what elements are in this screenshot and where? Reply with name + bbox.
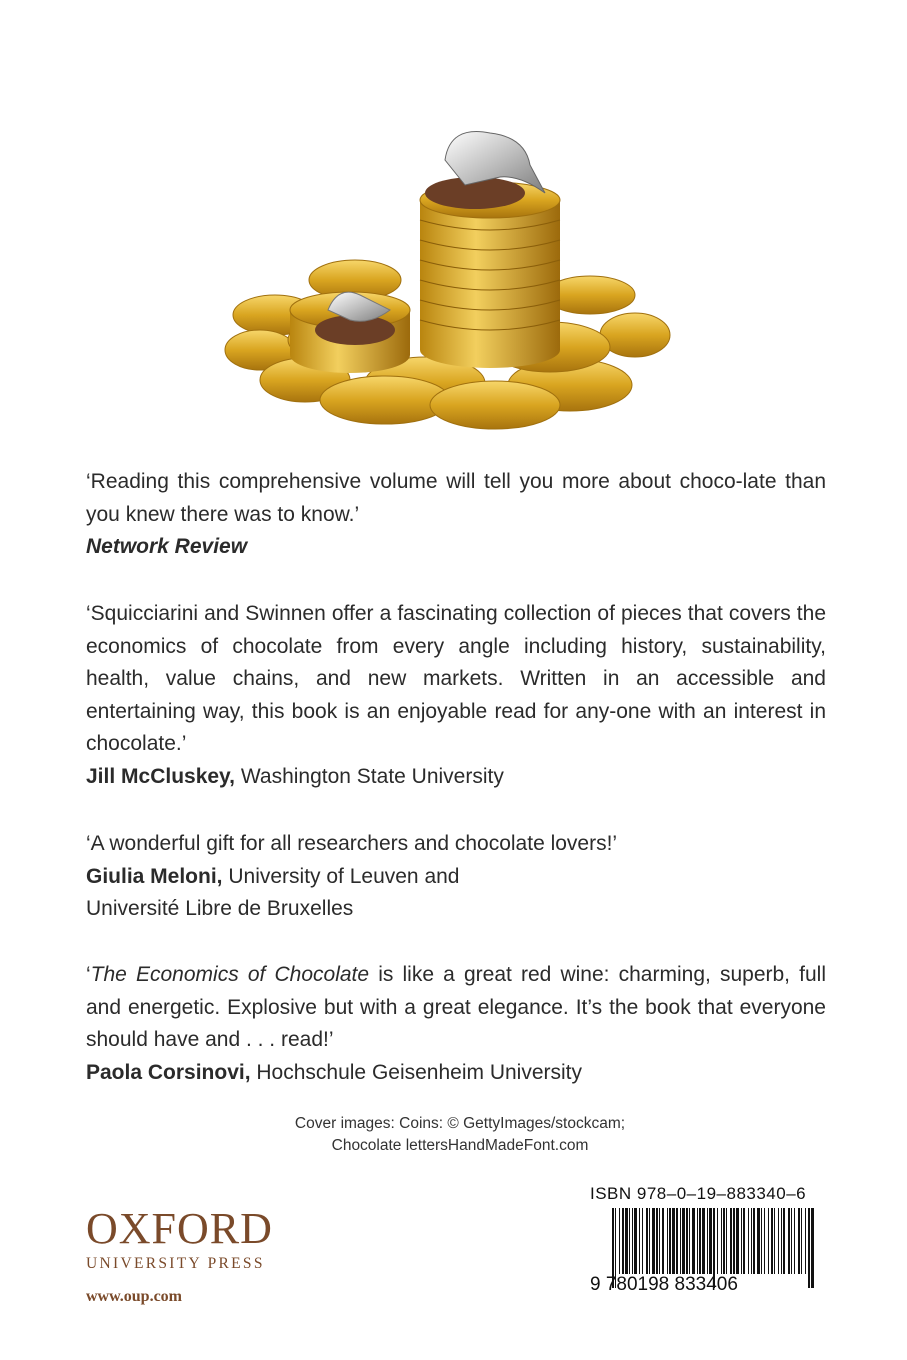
book-title: The Economics of Chocolate: [90, 963, 370, 986]
publisher-logo: [86, 1204, 273, 1273]
quote-body: is like a great red wine: charming, superb, full and energetic. Explosive but with a great elegance. It’s the book that everyone should have and . . . read!’: [86, 963, 827, 1051]
quote-attribution: [86, 531, 826, 564]
barcode-digits: 9 780198 833406: [590, 1274, 738, 1295]
quote-meloni: [86, 828, 826, 926]
quote-text: [86, 959, 826, 1057]
quote-attribution: [86, 761, 826, 794]
quote-corsinovi: [86, 959, 826, 1089]
quote-attribution: [86, 1057, 826, 1090]
publisher-sub: UNIVERSITY PRESS: [86, 1255, 265, 1272]
quote-author: Jill McCluskey,: [86, 764, 236, 788]
quote-author: Giulia Meloni,: [86, 864, 223, 888]
quote-text: ‘A wonderful gift for all researchers and chocolate lovers!’: [86, 832, 618, 855]
quote-mccluskey: [86, 598, 826, 793]
publisher-name: OXFORD: [86, 1204, 273, 1253]
quote-source: Network Review: [86, 535, 248, 558]
quote-attribution: [86, 861, 826, 894]
isbn-label: ISBN 978–0–19–883340–6: [590, 1184, 807, 1203]
quote-author: Paola Corsinovi,: [86, 1060, 251, 1084]
cover-credits: [200, 1113, 720, 1157]
quote-open-mark: ‘: [86, 963, 91, 986]
quote-affiliation: University of Leuven and: [222, 864, 460, 888]
quote-affiliation-line2: Université Libre de Bruxelles: [86, 897, 354, 920]
quote-text: ‘Reading this comprehensive volume will tell you more about choco-late than you knew there was to know.’: [86, 470, 826, 526]
quote-affiliation: Hochschule Geisenheim University: [250, 1060, 583, 1084]
quote-affiliation: Washington State University: [235, 764, 504, 788]
publisher-url[interactable]: www.oup.com: [86, 1288, 183, 1305]
chocolate-coins-image: [220, 115, 680, 435]
credits-line1: Cover images: Coins: © GettyImages/stockcam;: [294, 1115, 626, 1132]
quote-network-review: [86, 466, 826, 564]
credits-line2: Chocolate lettersHandMadeFont.com: [331, 1137, 589, 1154]
quote-text: ‘Squicciarini and Swinnen offer a fascinating collection of pieces that covers the economics of chocolate from every angle including history, sustainability, health, value chains, and new markets. Written in an accessible and entertaining way, this book is an enjoyable read for any-one with an interest in chocolate.’: [86, 602, 826, 755]
